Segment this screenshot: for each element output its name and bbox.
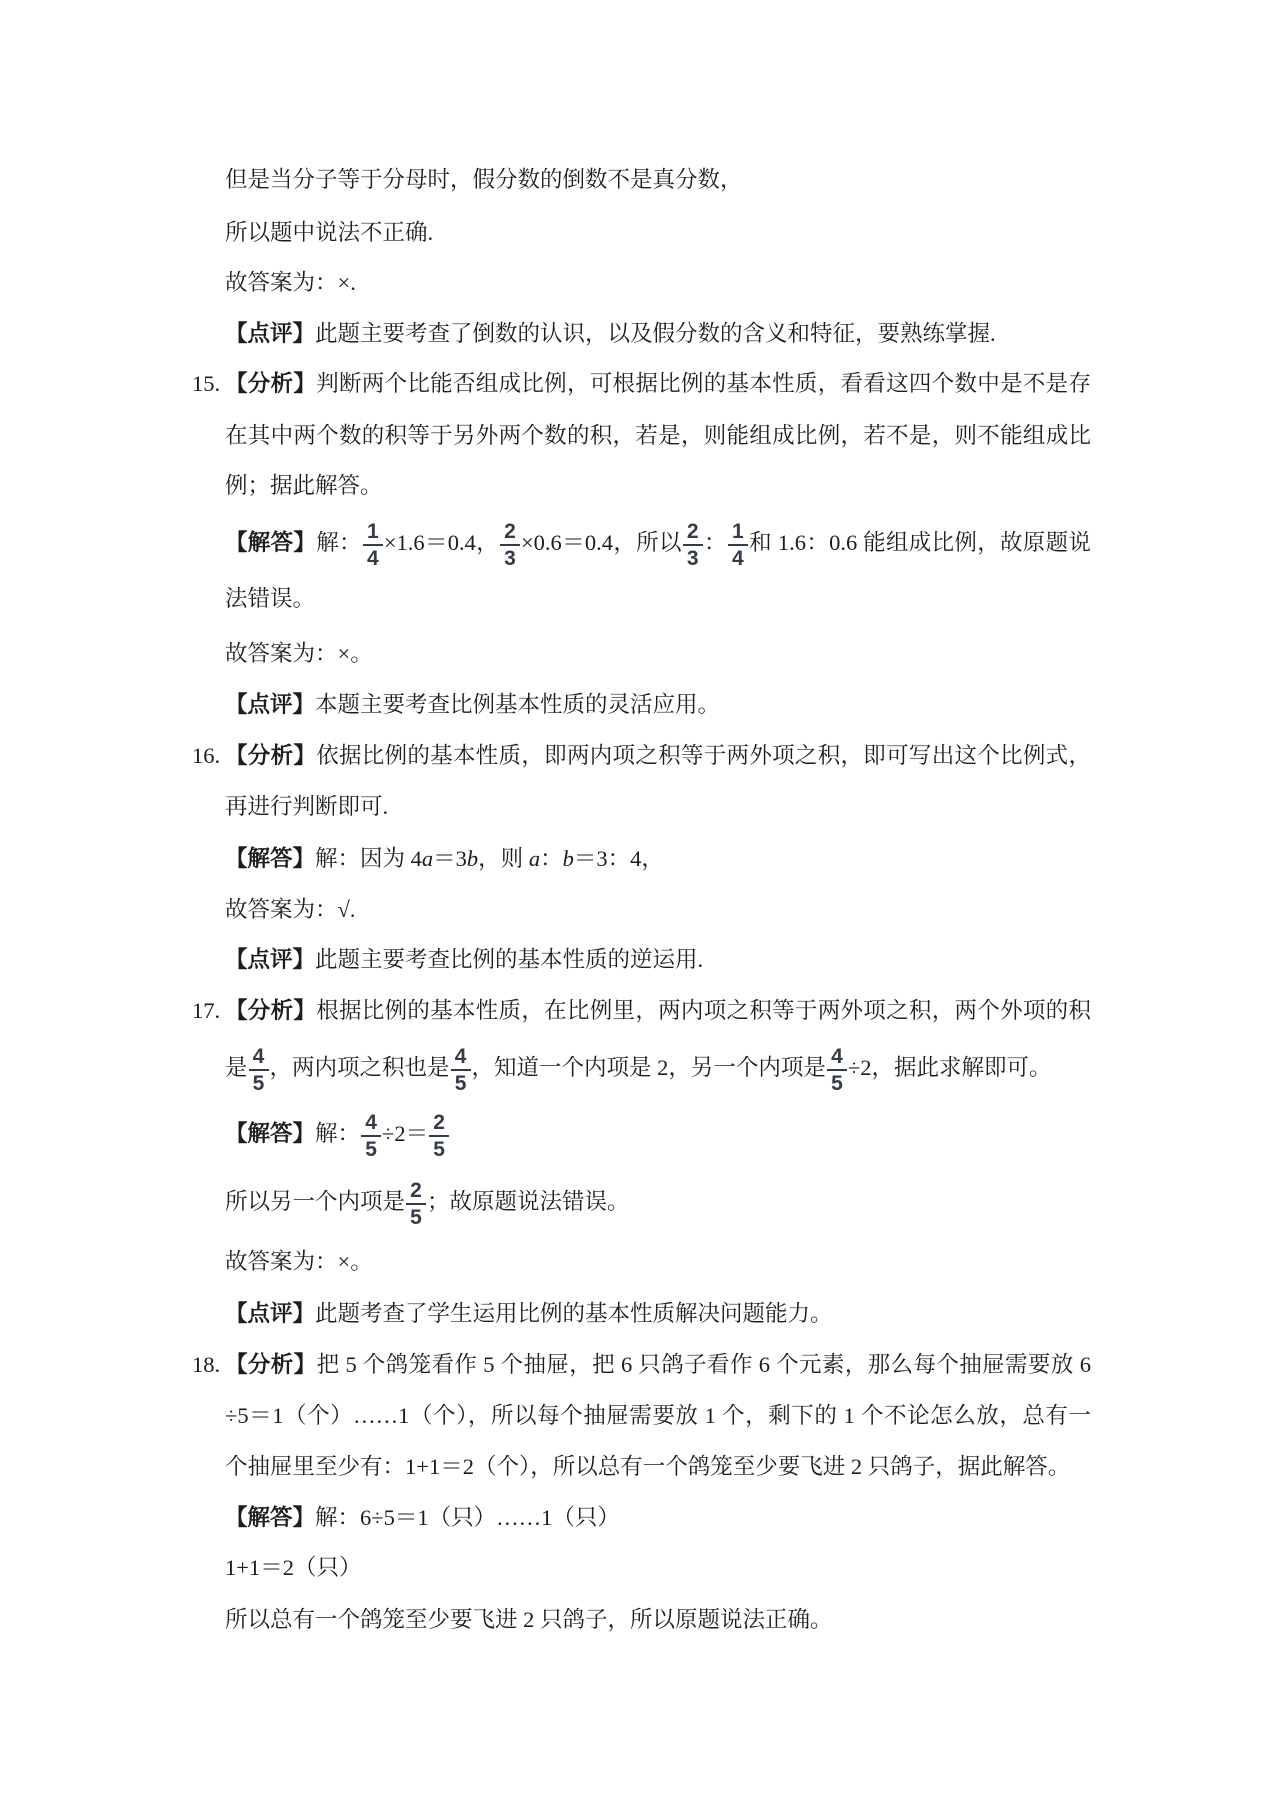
solution-line <box>225 844 664 874</box>
fraction-bar <box>728 544 748 546</box>
solution-text: ×1.6＝0.4， <box>383 530 499 555</box>
analysis-line <box>225 741 1091 771</box>
solution-tag: 【解答】 <box>225 846 316 871</box>
solution-text: 解：因为 4 <box>315 846 422 871</box>
variable: b <box>562 846 574 871</box>
review-text: 此题主要考查了倒数的认识，以及假分数的含义和特征，要熟练掌握. <box>315 321 996 346</box>
review-text: 此题考查了学生运用比例的基本性质解决问题能力。 <box>315 1301 833 1326</box>
fraction-bar <box>683 544 703 546</box>
fraction-numerator: 1 <box>366 519 379 543</box>
solution-text: 所以另一个内项是 <box>225 1189 406 1214</box>
text-line: 所以题中说法不正确. <box>225 220 434 245</box>
solution-line <box>225 1106 450 1162</box>
fraction <box>429 1111 449 1161</box>
fraction-bar <box>406 1203 426 1205</box>
fraction-numerator: 4 <box>454 1044 467 1068</box>
fraction-bar <box>429 1135 449 1137</box>
review-tag: 【点评】 <box>225 1301 316 1326</box>
solution-line: 所以总有一个鸽笼至少要飞进 2 只鸽子，所以原题说法正确。 <box>225 1607 833 1632</box>
solution-text: ÷2＝ <box>382 1121 429 1146</box>
solution-tag: 【解答】 <box>225 1505 316 1530</box>
variable: b <box>466 846 479 871</box>
fraction <box>249 1045 269 1095</box>
review-line <box>225 690 720 720</box>
review-text: 此题主要考查比例的基本性质的逆运用. <box>315 947 704 972</box>
solution-text: 和 1.6：0.6 能组成比例，故原题说 <box>748 530 1091 555</box>
fraction-bar <box>249 1069 269 1071</box>
fraction-numerator: 2 <box>410 1178 422 1202</box>
analysis-line <box>225 369 1091 399</box>
analysis-tag: 【分析】 <box>225 1352 317 1377</box>
fraction <box>827 1045 847 1095</box>
fraction-denominator: 5 <box>410 1205 422 1229</box>
answer-line: 故答案为：√. <box>225 897 356 922</box>
fraction-numerator: 4 <box>252 1044 265 1068</box>
fraction <box>683 520 703 570</box>
fraction-denominator: 4 <box>732 546 744 570</box>
question-number: 16. <box>192 743 221 768</box>
analysis-text: 判断两个比能否组成比例，可根据比例的基本性质，看看这四个数中是不是存 <box>316 371 1091 396</box>
fraction-numerator: 2 <box>433 1110 445 1134</box>
solution-line: 1+1＝2（只） <box>225 1555 362 1580</box>
analysis-tag: 【分析】 <box>225 371 317 396</box>
review-line <box>225 945 703 975</box>
fraction <box>361 1111 381 1161</box>
solution-text: ： <box>703 530 727 555</box>
analysis-text: 依据比例的基本性质，即两内项之积等于两外项之积，即可写出这个比例式， <box>316 743 1091 768</box>
solution-line <box>225 1503 620 1533</box>
fraction-denominator: 5 <box>252 1071 265 1095</box>
analysis-text: 根据比例的基本性质，在比例里，两内项之积等于两外项之积，两个外项的积 <box>316 998 1091 1023</box>
analysis-line: ÷5＝1（个）……1（个），所以每个抽屉需要放 1 个，剩下的 1 个不论怎么放，总有一 <box>225 1403 1091 1428</box>
fraction-denominator: 5 <box>433 1137 445 1161</box>
review-line <box>225 1299 833 1329</box>
fraction-bar <box>363 544 383 546</box>
analysis-line <box>225 996 1091 1026</box>
fraction-denominator: 3 <box>686 546 699 570</box>
fraction-bar <box>827 1069 847 1071</box>
fraction-denominator: 3 <box>504 546 516 570</box>
fraction-bar <box>451 1069 471 1071</box>
solution-tag: 【解答】 <box>225 1121 316 1146</box>
fraction-denominator: 5 <box>365 1137 377 1161</box>
fraction-numerator: 4 <box>365 1110 377 1134</box>
solution-text: ；故原题说法错误。 <box>427 1189 630 1214</box>
analysis-line <box>225 1350 1091 1380</box>
solution-text: ×0.6＝0.4，所以 <box>520 530 682 555</box>
fraction-denominator: 5 <box>831 1071 843 1095</box>
fraction-denominator: 4 <box>366 546 379 570</box>
variable: a <box>528 846 541 871</box>
answer-line: 故答案为：×。 <box>225 641 373 666</box>
solution-line: 法错误。 <box>225 586 316 611</box>
solution-text: ＝3 <box>433 846 467 871</box>
review-line <box>225 319 996 349</box>
analysis-text: ，知道一个内项是 2，另一个内项是 <box>471 1055 826 1080</box>
solution-text: 解： <box>315 1121 361 1146</box>
analysis-text: 把 5 个鸽笼看作 5 个抽屉，把 6 只鸽子看作 6 个元素，那么每个抽屉需要放 6 <box>316 1352 1091 1377</box>
fraction <box>500 520 520 570</box>
analysis-line: 个抽屉里至少有：1+1＝2（个），所以总有一个鸽笼至少要飞进 2 只鸽子，据此解答。 <box>225 1454 1071 1479</box>
review-text: 本题主要考查比例基本性质的灵活应用。 <box>315 692 721 717</box>
fraction-numerator: 1 <box>732 519 744 543</box>
solution-line <box>225 1174 630 1230</box>
solution-text: 解：6÷5＝1（只）……1（只） <box>315 1505 620 1530</box>
review-tag: 【点评】 <box>225 321 316 346</box>
fraction-denominator: 5 <box>454 1071 467 1095</box>
analysis-tag: 【分析】 <box>225 743 317 768</box>
fraction-numerator: 4 <box>831 1044 843 1068</box>
fraction-bar <box>500 544 520 546</box>
fraction <box>451 1045 471 1095</box>
analysis-text: ，两内项之积也是 <box>269 1055 450 1080</box>
solution-tag: 【解答】 <box>225 530 317 555</box>
fraction <box>728 520 748 570</box>
solution-text: ＝3：4， <box>573 846 664 871</box>
answer-line: 故答案为：×. <box>225 270 356 295</box>
text-line: 但是当分子等于分母时，假分数的倒数不是真分数， <box>225 167 743 192</box>
solution-text: ： <box>540 846 563 871</box>
solution-text: ，则 <box>478 846 529 871</box>
fraction <box>363 520 383 570</box>
question-number: 17. <box>192 998 221 1023</box>
analysis-line <box>225 1040 1052 1096</box>
question-number: 18. <box>192 1352 221 1377</box>
analysis-line: 在其中两个数的积等于另外两个数的积，若是，则能组成比例，若不是，则不能组成比 <box>225 423 1091 448</box>
answer-line: 故答案为：×。 <box>225 1249 373 1274</box>
review-tag: 【点评】 <box>225 947 316 972</box>
solution-text: 解： <box>316 530 362 555</box>
variable: a <box>421 846 434 871</box>
fraction <box>406 1179 426 1229</box>
review-tag: 【点评】 <box>225 692 316 717</box>
question-number: 15. <box>192 371 221 396</box>
analysis-line: 例；据此解答。 <box>225 473 383 498</box>
solution-line <box>225 515 1091 571</box>
analysis-line: 再进行判断即可. <box>225 794 389 819</box>
fraction-numerator: 2 <box>504 519 516 543</box>
analysis-text: 是 <box>225 1055 248 1080</box>
fraction-numerator: 2 <box>686 519 699 543</box>
analysis-tag: 【分析】 <box>225 998 317 1023</box>
analysis-text: ÷2，据此求解即可。 <box>847 1055 1052 1080</box>
fraction-bar <box>361 1135 381 1137</box>
